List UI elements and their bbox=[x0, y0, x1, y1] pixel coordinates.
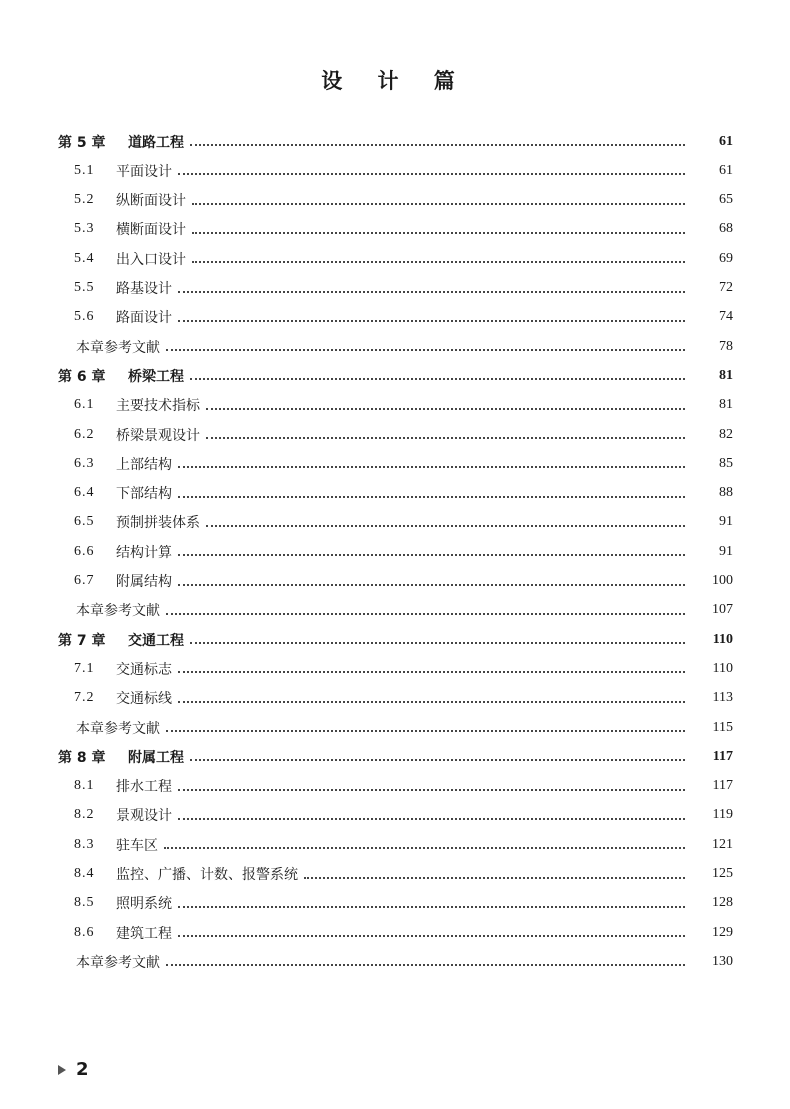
toc-section-row[interactable] bbox=[0, 420, 790, 449]
dot-leader bbox=[178, 700, 685, 703]
page-number: 88 bbox=[719, 485, 733, 501]
toc-section-row[interactable] bbox=[0, 186, 790, 215]
dot-leader bbox=[166, 729, 685, 732]
dot-leader bbox=[178, 583, 685, 586]
chapter-number: 第 5 章 bbox=[58, 134, 106, 151]
toc-section-row[interactable] bbox=[0, 449, 790, 478]
section-title: 路基设计 bbox=[116, 281, 172, 297]
toc-section-row[interactable] bbox=[0, 654, 790, 683]
dot-leader bbox=[190, 377, 685, 380]
section-title: 预制拼装体系 bbox=[116, 515, 200, 532]
page-number: 61 bbox=[719, 133, 733, 149]
dot-leader bbox=[164, 846, 685, 849]
page-number: 61 bbox=[719, 162, 733, 178]
toc-chapter-row[interactable] bbox=[0, 127, 790, 156]
dot-leader bbox=[178, 495, 685, 498]
section-number: 5.3 bbox=[74, 221, 95, 237]
toc-reference-row[interactable] bbox=[0, 713, 790, 742]
dot-leader bbox=[178, 172, 685, 175]
section-title: 上部结构 bbox=[116, 456, 172, 473]
reference-title: 本章参考文献 bbox=[76, 603, 160, 620]
toc-chapter-row[interactable] bbox=[0, 361, 790, 390]
section-number: 7.2 bbox=[74, 690, 95, 706]
page-number: 68 bbox=[719, 221, 733, 237]
toc-section-row[interactable] bbox=[0, 215, 790, 244]
section-number: 6.6 bbox=[74, 543, 95, 559]
page-number: 110 bbox=[712, 660, 733, 676]
section-title: 照明系统 bbox=[116, 896, 172, 913]
page-number: 121 bbox=[712, 836, 733, 852]
page-number: 69 bbox=[719, 250, 733, 266]
section-number: 5.2 bbox=[74, 192, 95, 208]
toc-reference-row[interactable] bbox=[0, 332, 790, 361]
section-number: 6.1 bbox=[74, 397, 95, 413]
section-title: 结构计算 bbox=[116, 544, 172, 561]
dot-leader bbox=[178, 817, 685, 820]
dot-leader bbox=[178, 465, 685, 468]
section-title: 下部结构 bbox=[116, 486, 172, 503]
toc-section-row[interactable] bbox=[0, 537, 790, 566]
folio bbox=[58, 1059, 89, 1080]
page-number: 115 bbox=[712, 719, 733, 735]
section-title: 排水工程 bbox=[116, 779, 172, 796]
dot-leader bbox=[206, 436, 685, 439]
section-number: 6.4 bbox=[74, 485, 95, 501]
dot-leader bbox=[178, 788, 685, 791]
dot-leader bbox=[304, 876, 685, 879]
section-number: 6.2 bbox=[74, 426, 95, 442]
toc-reference-row[interactable] bbox=[0, 596, 790, 625]
page-number: 117 bbox=[712, 748, 733, 764]
toc-section-row[interactable] bbox=[0, 860, 790, 889]
section-title: 桥梁景观设计 bbox=[116, 427, 200, 444]
section-number: 5.5 bbox=[74, 280, 95, 295]
section-title: 主要技术指标 bbox=[116, 398, 200, 415]
toc-section-row[interactable] bbox=[0, 801, 790, 830]
dot-leader bbox=[190, 143, 685, 146]
section-title: 路面设计 bbox=[116, 310, 172, 327]
toc-section-row[interactable] bbox=[0, 156, 790, 185]
page-number: 65 bbox=[719, 192, 733, 208]
dot-leader bbox=[178, 290, 685, 293]
section-number: 7.1 bbox=[74, 660, 95, 676]
section-number: 8.2 bbox=[74, 807, 95, 823]
section-title: 附属结构 bbox=[116, 574, 172, 590]
page-number: 129 bbox=[712, 924, 733, 940]
section-number: 5.4 bbox=[74, 250, 95, 266]
chapter-title: 交通工程 bbox=[128, 632, 184, 649]
page-number: 100 bbox=[712, 573, 733, 588]
section-number: 8.1 bbox=[74, 778, 95, 794]
page-number: 74 bbox=[719, 309, 733, 325]
reference-title: 本章参考文献 bbox=[76, 720, 160, 737]
section-title: 监控、广播、计数、报警系统 bbox=[116, 867, 298, 883]
section-number: 8.3 bbox=[74, 836, 95, 852]
page-title: 设 计 篇 bbox=[321, 69, 469, 93]
toc-section-row[interactable] bbox=[0, 918, 790, 947]
folio-page-number: 2 bbox=[76, 1059, 89, 1080]
reference-title: 本章参考文献 bbox=[76, 339, 160, 356]
section-number: 6.3 bbox=[74, 455, 95, 471]
dot-leader bbox=[178, 553, 685, 556]
toc-reference-row[interactable] bbox=[0, 947, 790, 976]
dot-leader bbox=[192, 231, 685, 234]
section-title: 建筑工程 bbox=[116, 925, 172, 942]
toc-chapter-row[interactable] bbox=[0, 625, 790, 654]
dot-leader bbox=[178, 905, 685, 908]
toc-section-row[interactable] bbox=[0, 479, 790, 508]
dot-leader bbox=[192, 202, 685, 205]
chapter-number: 第 7 章 bbox=[58, 632, 106, 649]
chapter-number: 第 6 章 bbox=[58, 368, 106, 385]
dot-leader bbox=[190, 641, 685, 644]
section-number: 8.4 bbox=[74, 866, 95, 881]
page-number: 72 bbox=[719, 280, 733, 295]
toc-section-row[interactable] bbox=[0, 830, 790, 859]
chapter-number: 第 8 章 bbox=[58, 749, 106, 766]
toc-chapter-row[interactable] bbox=[0, 742, 790, 771]
section-number: 6.5 bbox=[74, 514, 95, 530]
page-number: 119 bbox=[712, 807, 733, 823]
page-number: 91 bbox=[719, 514, 733, 530]
page-number: 128 bbox=[712, 895, 733, 911]
dot-leader bbox=[178, 319, 685, 322]
section-number: 5.1 bbox=[74, 162, 95, 178]
page-number: 78 bbox=[719, 338, 733, 354]
toc-section-row[interactable] bbox=[0, 244, 790, 273]
section-number: 6.7 bbox=[74, 573, 95, 588]
chapter-title: 附属工程 bbox=[128, 749, 184, 766]
page-number: 130 bbox=[712, 953, 733, 969]
section-title: 平面设计 bbox=[116, 163, 172, 180]
dot-leader bbox=[206, 524, 685, 527]
toc-section-row[interactable] bbox=[0, 274, 790, 303]
dot-leader bbox=[178, 670, 685, 673]
section-title: 驻车区 bbox=[116, 837, 158, 854]
dot-leader bbox=[190, 758, 685, 761]
page-number: 82 bbox=[719, 426, 733, 442]
page-number: 110 bbox=[712, 631, 733, 647]
toc-section-row[interactable] bbox=[0, 567, 790, 596]
section-number: 8.5 bbox=[74, 895, 95, 911]
page-number: 125 bbox=[712, 866, 733, 881]
page-number: 85 bbox=[719, 455, 733, 471]
section-title: 交通标志 bbox=[116, 661, 172, 678]
dot-leader bbox=[192, 260, 685, 263]
page-number: 81 bbox=[719, 367, 733, 383]
section-number: 8.6 bbox=[74, 924, 95, 940]
chapter-title: 桥梁工程 bbox=[128, 368, 184, 385]
page-number: 91 bbox=[719, 543, 733, 559]
chapter-title: 道路工程 bbox=[128, 134, 184, 151]
page-number: 117 bbox=[712, 778, 733, 794]
section-title: 纵断面设计 bbox=[116, 193, 186, 210]
triangle-right-icon bbox=[58, 1065, 66, 1075]
toc-section-row[interactable] bbox=[0, 391, 790, 420]
reference-title: 本章参考文献 bbox=[76, 954, 160, 971]
dot-leader bbox=[178, 934, 685, 937]
page-number: 113 bbox=[712, 690, 733, 706]
toc-section-row[interactable] bbox=[0, 772, 790, 801]
section-number: 5.6 bbox=[74, 309, 95, 325]
page-number: 81 bbox=[719, 397, 733, 413]
dot-leader bbox=[166, 963, 685, 966]
dot-leader bbox=[166, 348, 685, 351]
section-title: 景观设计 bbox=[116, 808, 172, 825]
dot-leader bbox=[166, 612, 685, 615]
toc-section-row[interactable] bbox=[0, 303, 790, 332]
dot-leader bbox=[206, 407, 685, 410]
section-title: 横断面设计 bbox=[116, 222, 186, 239]
section-title: 交通标线 bbox=[116, 691, 172, 708]
toc-section-row[interactable] bbox=[0, 508, 790, 537]
section-title: 出入口设计 bbox=[116, 251, 186, 268]
toc-section-row[interactable] bbox=[0, 889, 790, 918]
toc-section-row[interactable] bbox=[0, 684, 790, 713]
page-number: 107 bbox=[712, 602, 733, 618]
